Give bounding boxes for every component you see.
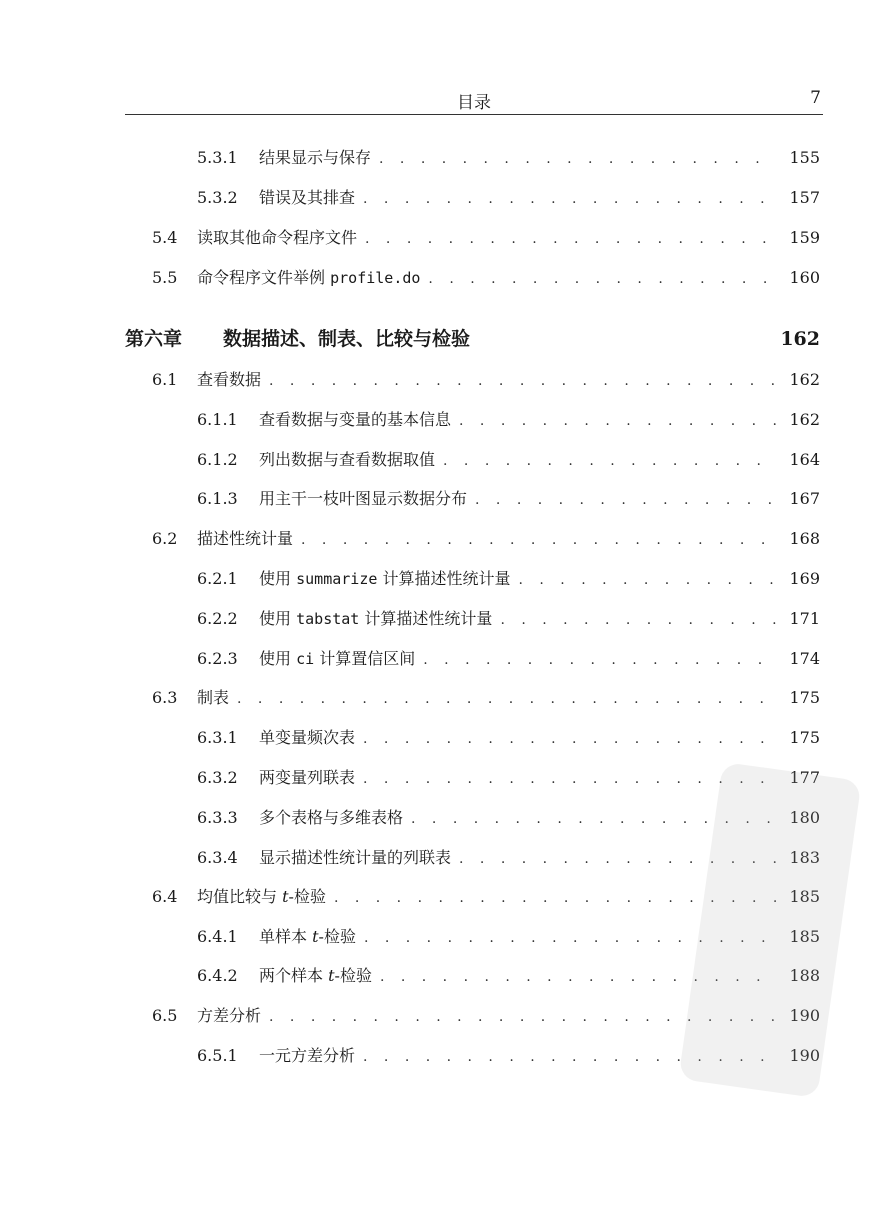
toc-entry-label: 方差分析: [197, 1006, 262, 1025]
toc-entry-page: 190: [789, 1046, 820, 1065]
running-header: [125, 88, 823, 115]
toc-entry-label: 多个表格与多维表格: [259, 808, 404, 827]
toc-entry-page: 160: [789, 268, 820, 287]
toc-entry-page: 164: [789, 450, 820, 469]
toc-entry-page: 171: [789, 609, 820, 628]
toc-entry-label: 描述性统计量: [197, 529, 294, 548]
leader-dots: [443, 449, 776, 473]
toc-entry-number: 6.2: [152, 529, 178, 548]
toc-entry[interactable]: [197, 647, 820, 671]
toc-chapter-page: 162: [780, 328, 820, 350]
toc-entry-page: 175: [789, 688, 820, 707]
toc-entry-label: [197, 266, 420, 290]
toc-entry-number: 6.5: [152, 1006, 178, 1025]
toc-entry[interactable]: [197, 448, 820, 472]
toc-entry-number: 6.3.2: [197, 768, 238, 787]
leader-dots: [301, 528, 776, 552]
toc-entry-label: [197, 885, 326, 909]
toc-entry-code: summarize: [296, 570, 378, 588]
toc-entry-page: 155: [789, 148, 820, 167]
toc-entry-label-post: -检验: [334, 966, 372, 985]
toc-entry[interactable]: [197, 726, 820, 750]
toc-entry-number: 5.3.1: [197, 148, 238, 167]
toc-entry-page: 169: [789, 569, 820, 588]
leader-dots: [475, 488, 776, 512]
toc-entry-number: 6.1: [152, 370, 178, 389]
toc-entry[interactable]: [197, 487, 820, 511]
toc-entry-page: 185: [789, 887, 820, 906]
toc-entry-italic: t: [312, 927, 319, 946]
toc-entry[interactable]: [152, 266, 820, 290]
leader-dots: [237, 687, 776, 711]
toc-entry[interactable]: [197, 607, 820, 631]
toc-entry-label: 读取其他命令程序文件: [197, 228, 358, 247]
toc-entry-page: 175: [789, 728, 820, 747]
toc-entry-label: 列出数据与查看数据取值: [259, 450, 436, 469]
toc-entry[interactable]: [197, 567, 820, 591]
toc-entry[interactable]: [197, 408, 820, 432]
toc-entry[interactable]: [152, 686, 820, 710]
toc-entry-number: 6.2.1: [197, 569, 238, 588]
leader-dots: [519, 568, 777, 592]
leader-dots: [500, 608, 776, 632]
toc-entry-label-pre: 均值比较与: [197, 887, 278, 906]
leader-dots: [379, 147, 776, 171]
leader-dots: [428, 267, 776, 291]
leader-dots: [423, 648, 776, 672]
toc-entry-label-pre: 使用: [259, 609, 292, 628]
toc-entry-page: 174: [789, 649, 820, 668]
toc-entry-page: 180: [789, 808, 820, 827]
toc-entry-number: 6.4.1: [197, 927, 238, 946]
toc-entry-label: 单变量频次表: [259, 728, 356, 747]
leader-dots: [365, 227, 776, 251]
toc-entry-code: profile.do: [330, 269, 421, 287]
toc-entry-label-pre: 两个样本: [259, 966, 324, 985]
toc-entry-page: 168: [789, 529, 820, 548]
toc-entry-label: [259, 607, 492, 631]
toc-entry-number: 6.5.1: [197, 1046, 238, 1065]
toc-entry-page: 183: [789, 848, 820, 867]
toc-entry-page: 185: [789, 927, 820, 946]
toc-entry-label-post: 计算描述性统计量: [364, 609, 493, 628]
toc-entry-number: 6.3.1: [197, 728, 238, 747]
toc-entry-page: 190: [789, 1006, 820, 1025]
toc-entry-label-pre: 使用: [259, 569, 292, 588]
toc-entry-label-text: 命令程序文件举例: [197, 268, 326, 287]
toc-chapter-label: 数据描述、制表、比较与检验: [223, 328, 471, 350]
leader-dots: [269, 369, 776, 393]
toc-entry-page: 177: [789, 768, 820, 787]
toc-entry-label: 查看数据: [197, 370, 262, 389]
toc-chapter-number: 第六章: [125, 328, 183, 350]
toc-entry-number: 5.5: [152, 268, 178, 287]
toc-entry[interactable]: [152, 226, 820, 250]
toc-entry-number: 6.2.3: [197, 649, 238, 668]
toc-entry-number: 6.3.3: [197, 808, 238, 827]
toc-entry-number: 5.4: [152, 228, 178, 247]
toc-entry[interactable]: [197, 186, 820, 210]
toc-entry-label: 两变量列联表: [259, 768, 356, 787]
toc-entry-label: 结果显示与保存: [259, 148, 372, 167]
toc-entry-label-post: -检验: [288, 887, 326, 906]
toc-entry-label-pre: 单样本: [259, 927, 308, 946]
header-title: 目录: [457, 93, 491, 113]
toc-entry-code: ci: [296, 650, 315, 668]
toc-chapter-entry[interactable]: [125, 324, 820, 354]
toc-entry-number: 6.1.2: [197, 450, 238, 469]
toc-entry-italic: t: [328, 966, 335, 985]
toc-entry-page: 167: [789, 489, 820, 508]
toc-entry-label: 查看数据与变量的基本信息: [259, 410, 452, 429]
toc-entry-label: 错误及其排查: [259, 188, 356, 207]
toc-entry-label: [259, 925, 356, 949]
toc-entry-label: 制表: [197, 688, 230, 707]
header-page-number: 7: [810, 88, 821, 108]
toc-entry-label-post: -检验: [318, 927, 356, 946]
toc-entry-page: 157: [789, 188, 820, 207]
toc-entry-code: tabstat: [296, 610, 360, 628]
toc-entry-number: 6.4.2: [197, 966, 238, 985]
toc-entry-number: 6.1.3: [197, 489, 238, 508]
toc-entry-label: 显示描述性统计量的列联表: [259, 848, 452, 867]
toc-entry-label: 一元方差分析: [259, 1046, 356, 1065]
toc-entry-label: [259, 567, 511, 591]
toc-entry-number: 6.4: [152, 887, 178, 906]
toc-entry-label: [259, 647, 415, 671]
leader-dots: [459, 409, 776, 433]
toc-entry-italic: t: [282, 887, 289, 906]
toc-entry-number: 6.2.2: [197, 609, 238, 628]
toc-entry-page: 162: [789, 410, 820, 429]
toc-entry-label-pre: 使用: [259, 649, 292, 668]
toc-entry-label-post: 计算描述性统计量: [382, 569, 511, 588]
toc-entry[interactable]: [152, 368, 820, 392]
toc-entry-number: 6.3: [152, 688, 178, 707]
toc-entry-number: 6.3.4: [197, 848, 238, 867]
toc-entry-page: 188: [789, 966, 820, 985]
leader-dots: [363, 727, 776, 751]
leader-dots: [363, 767, 776, 791]
leader-dots: [363, 187, 776, 211]
toc-entry-label-post: 计算置信区间: [319, 649, 416, 668]
toc-entry-page: 159: [789, 228, 820, 247]
toc-entry-label: 用主干一枝叶图显示数据分布: [259, 489, 468, 508]
toc-entry-page: 162: [789, 370, 820, 389]
toc-entry[interactable]: [152, 527, 820, 551]
toc-entry[interactable]: [197, 146, 820, 170]
toc-entry-label: [259, 964, 372, 988]
toc-entry-number: 6.1.1: [197, 410, 238, 429]
toc-entry-number: 5.3.2: [197, 188, 238, 207]
